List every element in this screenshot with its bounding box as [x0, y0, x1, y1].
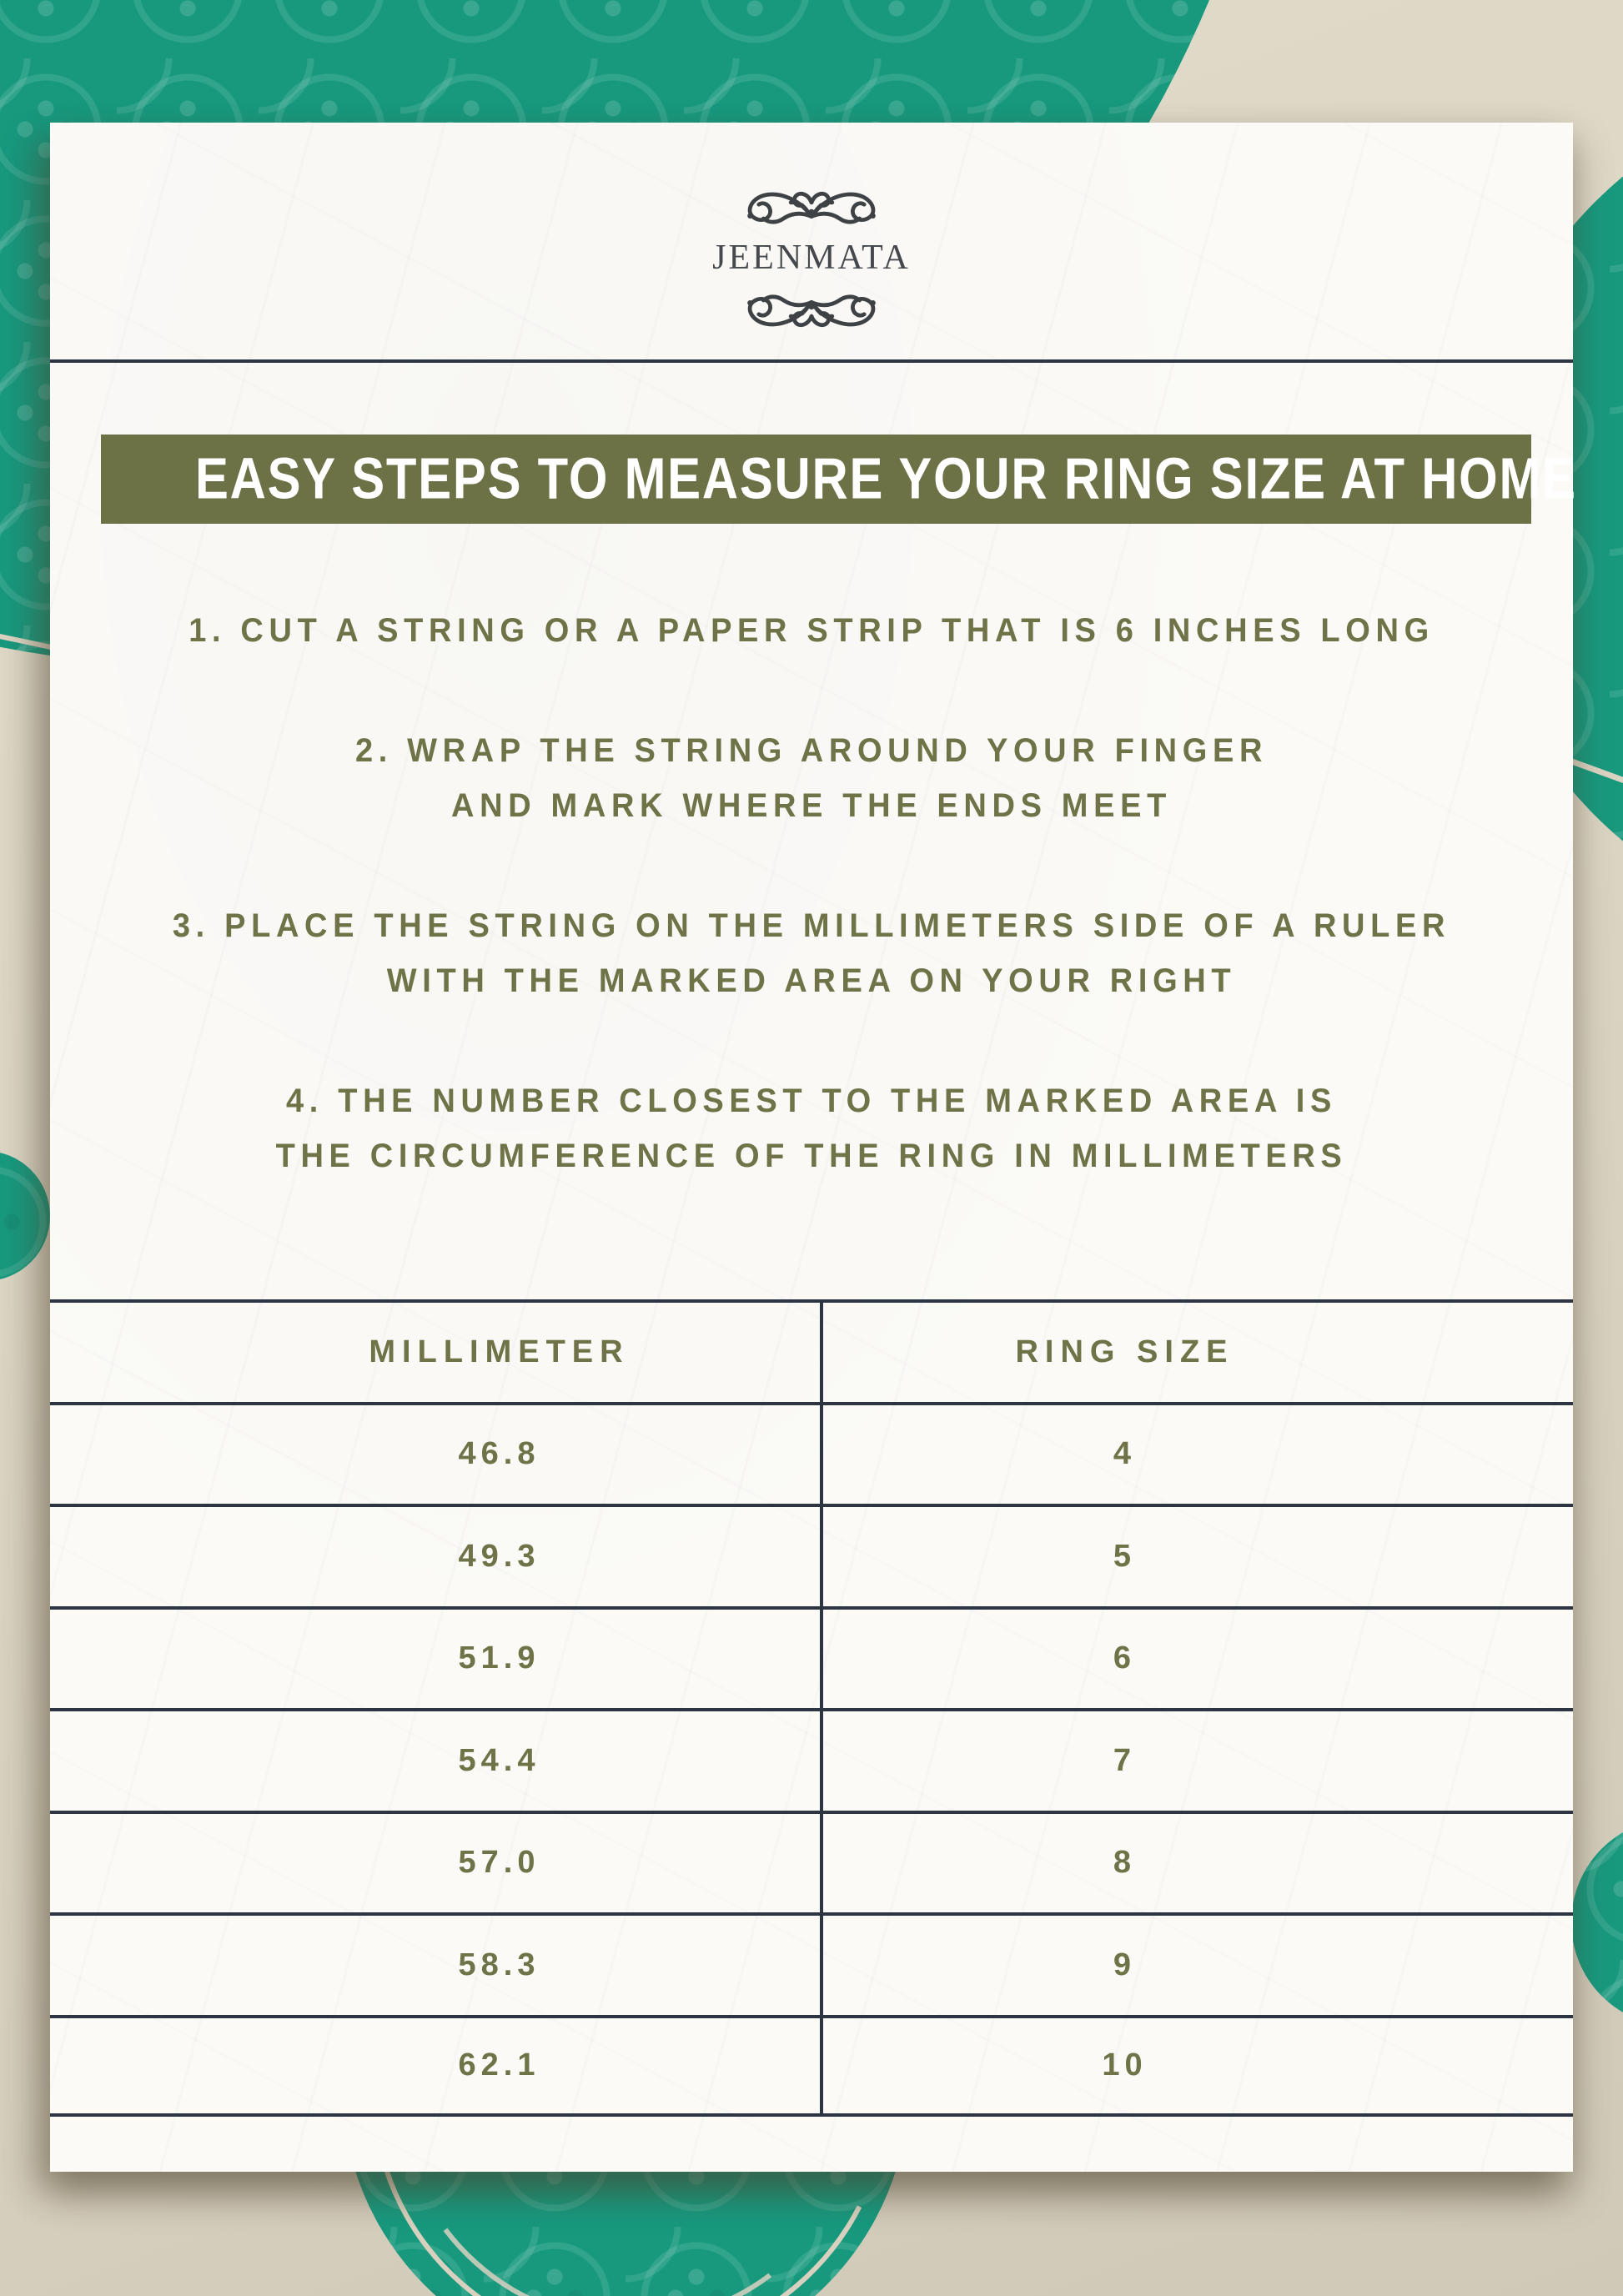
table-row: [50, 1912, 1573, 2015]
ring-size-value: 6: [1113, 1640, 1137, 1676]
ring-size-value: 7: [1113, 1742, 1137, 1778]
page-title: EASY STEPS TO MEASURE YOUR RING SIZE AT HOME: [194, 445, 1577, 512]
table-row: [50, 2015, 1573, 2118]
millimeter-value: 57.0: [458, 1845, 540, 1881]
ring-size-value: 10: [1102, 2047, 1148, 2083]
table-column-divider: [820, 1299, 823, 2117]
step-2: [50, 723, 1573, 833]
step-1: [50, 603, 1573, 658]
flourish-ornament-icon: [723, 185, 900, 232]
column-header-ring-size: RING SIZE: [1015, 1334, 1234, 1369]
ring-size-value: 4: [1113, 1436, 1137, 1472]
step-4-line-1: 4. THE NUMBER CLOSEST TO THE MARKED AREA IS: [286, 1083, 1337, 1119]
step-1-line-1: 1. CUT A STRING OR A PAPER STRIP THAT IS 6 INCHES LONG: [188, 612, 1435, 649]
ring-size-value: 8: [1113, 1845, 1137, 1881]
step-3-line-1: 3. PLACE THE STRING ON THE MILLIMETERS SIDE OF A RULER: [172, 907, 1451, 944]
ring-size-value: 5: [1113, 1538, 1137, 1574]
instruction-steps: [50, 603, 1573, 1248]
decorative-teal-circle-right-small: [1571, 1818, 1623, 2027]
millimeter-value: 62.1: [458, 2047, 540, 2083]
millimeter-value: 51.9: [458, 1640, 540, 1676]
ring-size-table: [50, 1299, 1573, 2117]
step-3-line-2: WITH THE MARKED AREA ON YOUR RIGHT: [386, 962, 1237, 999]
flourish-ornament-icon: [723, 287, 900, 334]
guide-card: [50, 123, 1577, 2172]
millimeter-value: 54.4: [458, 1742, 540, 1778]
table-row: [50, 1402, 1573, 1505]
brand-name: JEENMATA: [712, 239, 911, 277]
step-4: [50, 1073, 1573, 1183]
table-row: [50, 1708, 1573, 1811]
table-row: [50, 1811, 1573, 1913]
step-4-line-2: THE CIRCUMFERENCE OF THE RING IN MILLIMETERS: [275, 1138, 1348, 1174]
brand-logo: [50, 185, 1573, 334]
table-header-row: [50, 1299, 1573, 1402]
table-row: [50, 1504, 1573, 1606]
header-divider-line: [50, 359, 1573, 363]
millimeter-value: 58.3: [458, 1947, 540, 1982]
step-2-line-1: 2. WRAP THE STRING AROUND YOUR FINGER: [354, 732, 1269, 769]
column-header-millimeter: MILLIMETER: [369, 1334, 630, 1369]
decorative-teal-circle-left-small: [0, 1151, 50, 1281]
step-2-line-2: AND MARK WHERE THE ENDS MEET: [451, 787, 1172, 824]
step-3: [50, 898, 1573, 1008]
title-banner: [101, 435, 1577, 524]
ring-size-value: 9: [1113, 1947, 1137, 1982]
table-row: [50, 1606, 1573, 1709]
millimeter-value: 49.3: [458, 1538, 540, 1574]
millimeter-value: 46.8: [458, 1436, 540, 1472]
